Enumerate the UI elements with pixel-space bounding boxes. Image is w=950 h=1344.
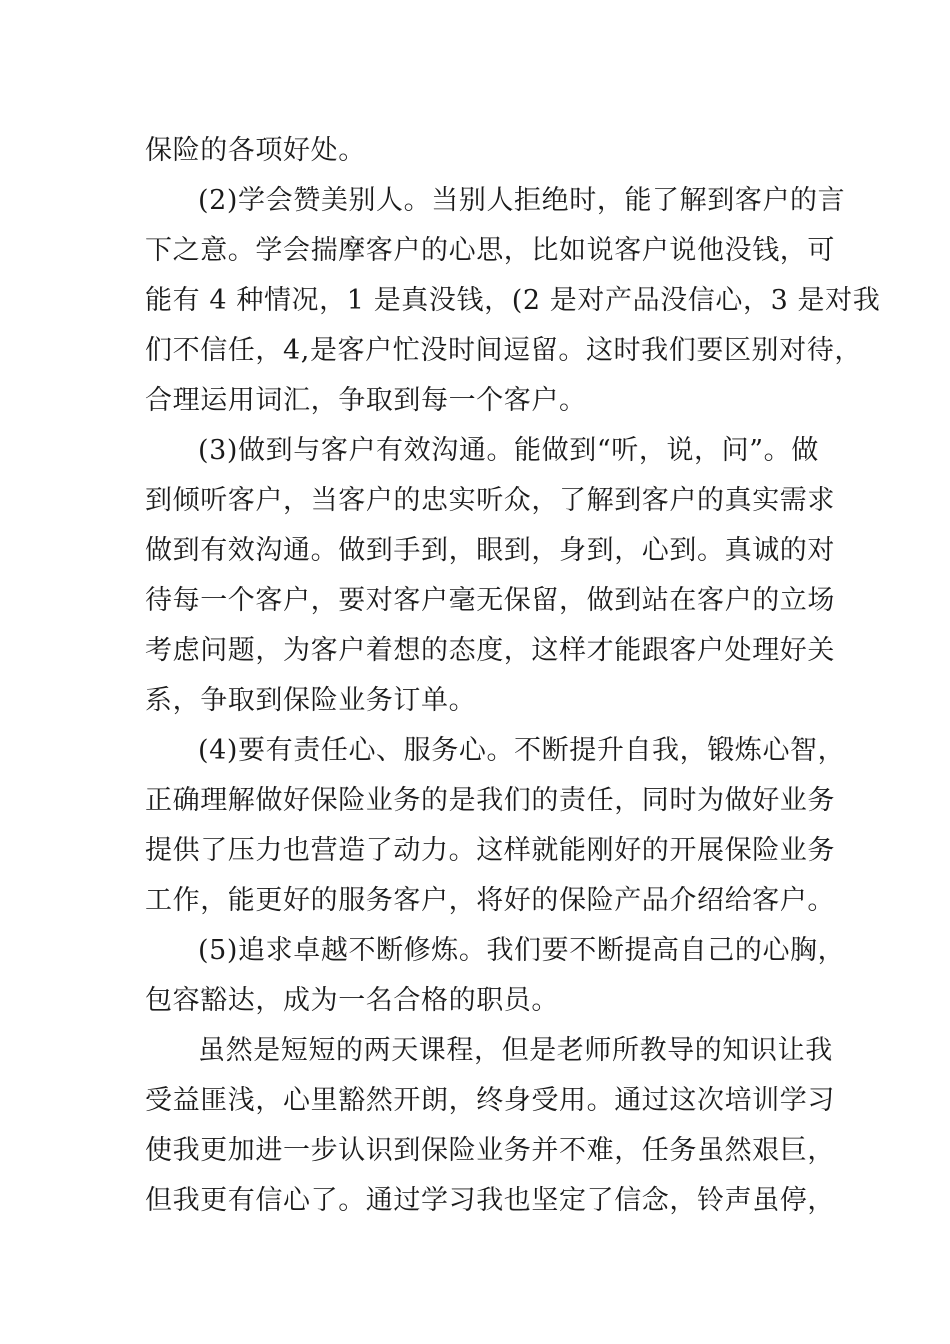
paragraph-start-line: (3)做到与客户有效沟通。能做到“听，说，问”。做 bbox=[198, 435, 819, 466]
text-line: 使我更加进一步认识到保险业务并不难，任务虽然艰巨， bbox=[145, 1135, 835, 1166]
paragraph-start-line: (4)要有责任心、服务心。不断提升自我，锻炼心智， bbox=[198, 735, 846, 766]
text-line: 们不信任，4,是客户忙没时间逗留。这时我们要区别对待， bbox=[145, 335, 862, 366]
paragraph-start-line: 虽然是短短的两天课程，但是老师所教导的知识让我 bbox=[198, 1035, 833, 1066]
paragraph-start-line: (5)追求卓越不断修炼。我们要不断提高自己的心胸， bbox=[198, 935, 846, 966]
text-line: 做到有效沟通。做到手到，眼到，身到，心到。真诚的对 bbox=[145, 535, 835, 566]
paragraph-start-line: (2)学会赞美别人。当别人拒绝时，能了解到客户的言 bbox=[198, 185, 846, 216]
text-line: 到倾听客户，当客户的忠实听众，了解到客户的真实需求 bbox=[145, 485, 835, 516]
text-line: 待每一个客户，要对客户毫无保留，做到站在客户的立场 bbox=[145, 585, 835, 616]
text-line: 提供了压力也营造了动力。这样就能刚好的开展保险业务 bbox=[145, 835, 835, 866]
text-line: 能有 4 种情况，1 是真没钱，(2 是对产品没信心，3 是对我 bbox=[145, 285, 881, 316]
text-line: 受益匪浅，心里豁然开朗，终身受用。通过这次培训学习 bbox=[145, 1085, 835, 1116]
text-line: 但我更有信心了。通过学习我也坚定了信念，铃声虽停， bbox=[145, 1185, 835, 1216]
text-line: 工作，能更好的服务客户，将好的保险产品介绍给客户。 bbox=[145, 885, 835, 916]
text-line: 正确理解做好保险业务的是我们的责任，同时为做好业务 bbox=[145, 785, 835, 816]
text-line: 考虑问题，为客户着想的态度，这样才能跟客户处理好关 bbox=[145, 635, 835, 666]
text-line: 保险的各项好处。 bbox=[145, 135, 366, 166]
text-line: 系，争取到保险业务订单。 bbox=[145, 685, 477, 716]
text-line: 下之意。学会揣摩客户的心思，比如说客户说他没钱，可 bbox=[145, 235, 835, 266]
text-line: 包容豁达，成为一名合格的职员。 bbox=[145, 985, 559, 1016]
text-line: 合理运用词汇，争取到每一个客户。 bbox=[145, 385, 587, 416]
